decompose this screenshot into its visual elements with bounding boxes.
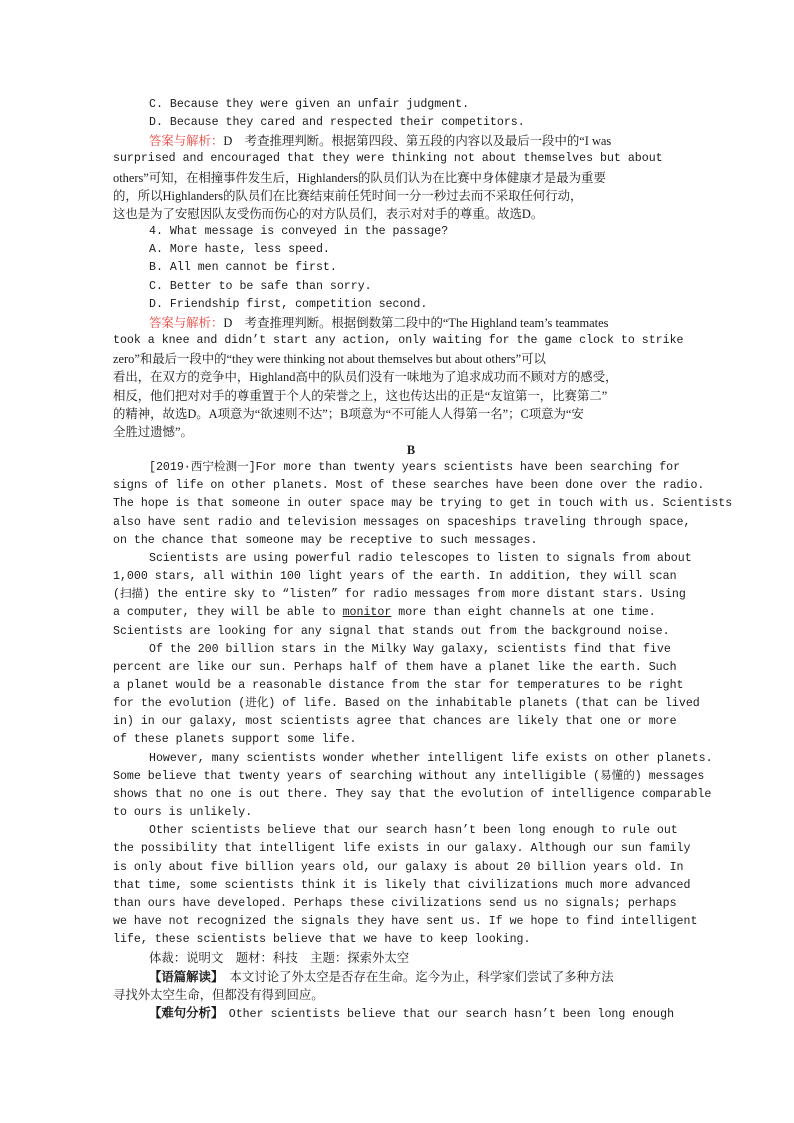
option-d: D. Friendship first, competition second. xyxy=(149,297,428,311)
passage-line: to ours is unlikely. xyxy=(113,806,253,820)
answer-text-line: surprised and encouraged that they were thinking not about themselves but about xyxy=(113,152,663,166)
section-heading: B xyxy=(406,442,416,457)
passage-line: is only about five billion years old, our galaxy is about 20 billion years old. In xyxy=(113,860,684,874)
note-text-line: 寻找外太空生命，但都没有得到回应。 xyxy=(113,987,324,1002)
passage-line: Of the 200 billion stars in the Milky Way galaxy, scientists find that five xyxy=(149,642,671,656)
passage-line: The hope is that someone in outer space may be trying to get in touch with us. Scientists xyxy=(113,497,733,511)
answer-text-line: took a knee and didn’t start any action, only waiting for the game clock to strike xyxy=(113,334,684,348)
passage-paragraph-3 xyxy=(113,641,709,750)
option-a: A. More haste, less speed. xyxy=(149,243,330,257)
passage-line: Some believe that twenty years of searching without any intelligible (易懂的) messages xyxy=(113,769,705,783)
answer-text-line: D 考查推理判断。根据倒数第二段中的“The Highland team’s teammates xyxy=(223,315,609,330)
passage-line: a planet would be a reasonable distance from the star for temperatures to be right xyxy=(113,679,684,692)
document-body xyxy=(113,96,733,1024)
answer-text-line: D 考查推理判断。根据第四段、第五段的内容以及最后一段中的“I was xyxy=(223,134,612,149)
passage-line: in) in our galaxy, most scientists agree that chances are likely that one or more xyxy=(113,715,677,729)
passage-line: the possibility that intelligent life exists in our galaxy. Although our sun family xyxy=(113,842,691,856)
passage-line: a computer, they will be able to monitor more than eight channels at one time. xyxy=(113,606,656,620)
note-text-line: Other scientists believe that our search hasn’t been long enough xyxy=(217,1007,675,1021)
passage-line: Scientists are looking for any signal that stands out from the background noise. xyxy=(113,624,670,638)
passage-line: also have sent radio and television messages on spaceships traveling through space, xyxy=(113,515,691,529)
answer-label: 答案与解析： xyxy=(149,134,224,149)
passage-line: [2019·西宁检测一]For more than twenty years scientists have been searching for xyxy=(149,461,681,475)
answer-explanation-4 xyxy=(113,314,709,441)
passage-line: Other scientists believe that our search hasn’t been long enough to rule out xyxy=(149,824,678,838)
passage-paragraph-2 xyxy=(113,550,709,641)
answer-text-line: 的，所以Highlanders的队员们在比赛结束前任凭时间一分一秒过去而不采取任何行动， xyxy=(113,188,583,203)
answer-text-line: 这也是为了安慰因队友受伤而伤心的对方队员们，表示对对手的尊重。故选D。 xyxy=(113,206,544,221)
difficult-sentence-analysis xyxy=(113,1004,709,1024)
passage-line: (扫描) the entire sky to “listen” for radio messages from more distant stars. Using xyxy=(113,588,686,602)
passage-paragraph-1 xyxy=(113,459,733,550)
option-b: B. All men cannot be first. xyxy=(149,261,337,275)
answer-text-line: 看出，在双方的竞争中，Highland高中的队员们没有一味地为了追求成功而不顾对方的感受， xyxy=(113,370,618,385)
option-c: C. Because they were given an unfair judgment. xyxy=(149,98,470,111)
passage-line: we have not recognized the signals they have sent us. If we hope to find intelligent xyxy=(113,915,698,929)
note-label: 【语篇解读】 xyxy=(149,969,218,984)
answer-text-line: 全胜过遗憾”。 xyxy=(113,424,193,439)
underlined-word: monitor xyxy=(342,606,392,620)
passage-line: that time, some scientists think it is likely that civilizations much more advanced xyxy=(113,878,691,892)
passage-line: percent are like our sun. Perhaps half of them have a planet like the earth. Such xyxy=(113,660,677,674)
passage-line: life, these scientists believe that we have to keep looking. xyxy=(113,933,531,947)
passage-line: for the evolution (进化) of life. Based on the inhabitable planets (that can be lived xyxy=(113,697,700,711)
answer-text-line: others”可知，在相撞事件发生后，Highlanders的队员们认为在比赛中身体健康才是最为重要 xyxy=(113,170,606,185)
passage-paragraph-4 xyxy=(113,750,713,823)
passage-line: on the chance that someone may be receptive to such messages. xyxy=(113,533,538,547)
option-c: C. Better to be safe than sorry. xyxy=(149,279,372,293)
passage-line: 1,000 stars, all within 100 light years of the earth. In addition, they will scan xyxy=(113,570,677,584)
question-4: 4. What message is conveyed in the passage? xyxy=(149,225,449,239)
passage-line: shows that no one is out there. They say that the evolution of intelligence comparable xyxy=(113,787,712,801)
note-label: 【难句分析】 xyxy=(149,1005,218,1020)
passage-line: However, many scientists wonder whether intelligent life exists on other planets. xyxy=(149,751,713,765)
passage-line: Scientists are using powerful radio telescopes to listen to signals from about xyxy=(149,551,692,565)
answer-text-line: 的精神，故选D。A项意为“欲速则不达”；B项意为“不可能人人得第一名”；C项意为“安 xyxy=(113,406,584,421)
option-d: D. Because they cared and respected their competitors. xyxy=(149,116,525,130)
passage-line: signs of life on other planets. Most of these searches have been done over the radio. xyxy=(113,479,705,493)
passage-paragraph-5 xyxy=(113,822,709,949)
genre-topic-line: 体裁：说明文 题材：科技 主题：探索外太空 xyxy=(149,951,410,966)
answer-text-line: zero”和最后一段中的“they were thinking not about themselves but about others”可以 xyxy=(113,352,546,367)
passage-line: than ours have developed. Perhaps these civilizations send us no signals; perhaps xyxy=(113,896,677,910)
note-text-line: 本文讨论了外太空是否存在生命。迄今为止，科学家们尝试了多种方法 xyxy=(217,969,614,984)
answer-text-line: 相反，他们把对对手的尊重置于个人的荣誉之上，这也传达出的正是“友谊第一，比赛第二” xyxy=(113,388,608,403)
discourse-analysis xyxy=(113,968,709,1004)
answer-label: 答案与解析： xyxy=(149,315,224,330)
passage-line: of these planets support some life. xyxy=(113,733,357,747)
answer-explanation-3 xyxy=(113,132,709,223)
